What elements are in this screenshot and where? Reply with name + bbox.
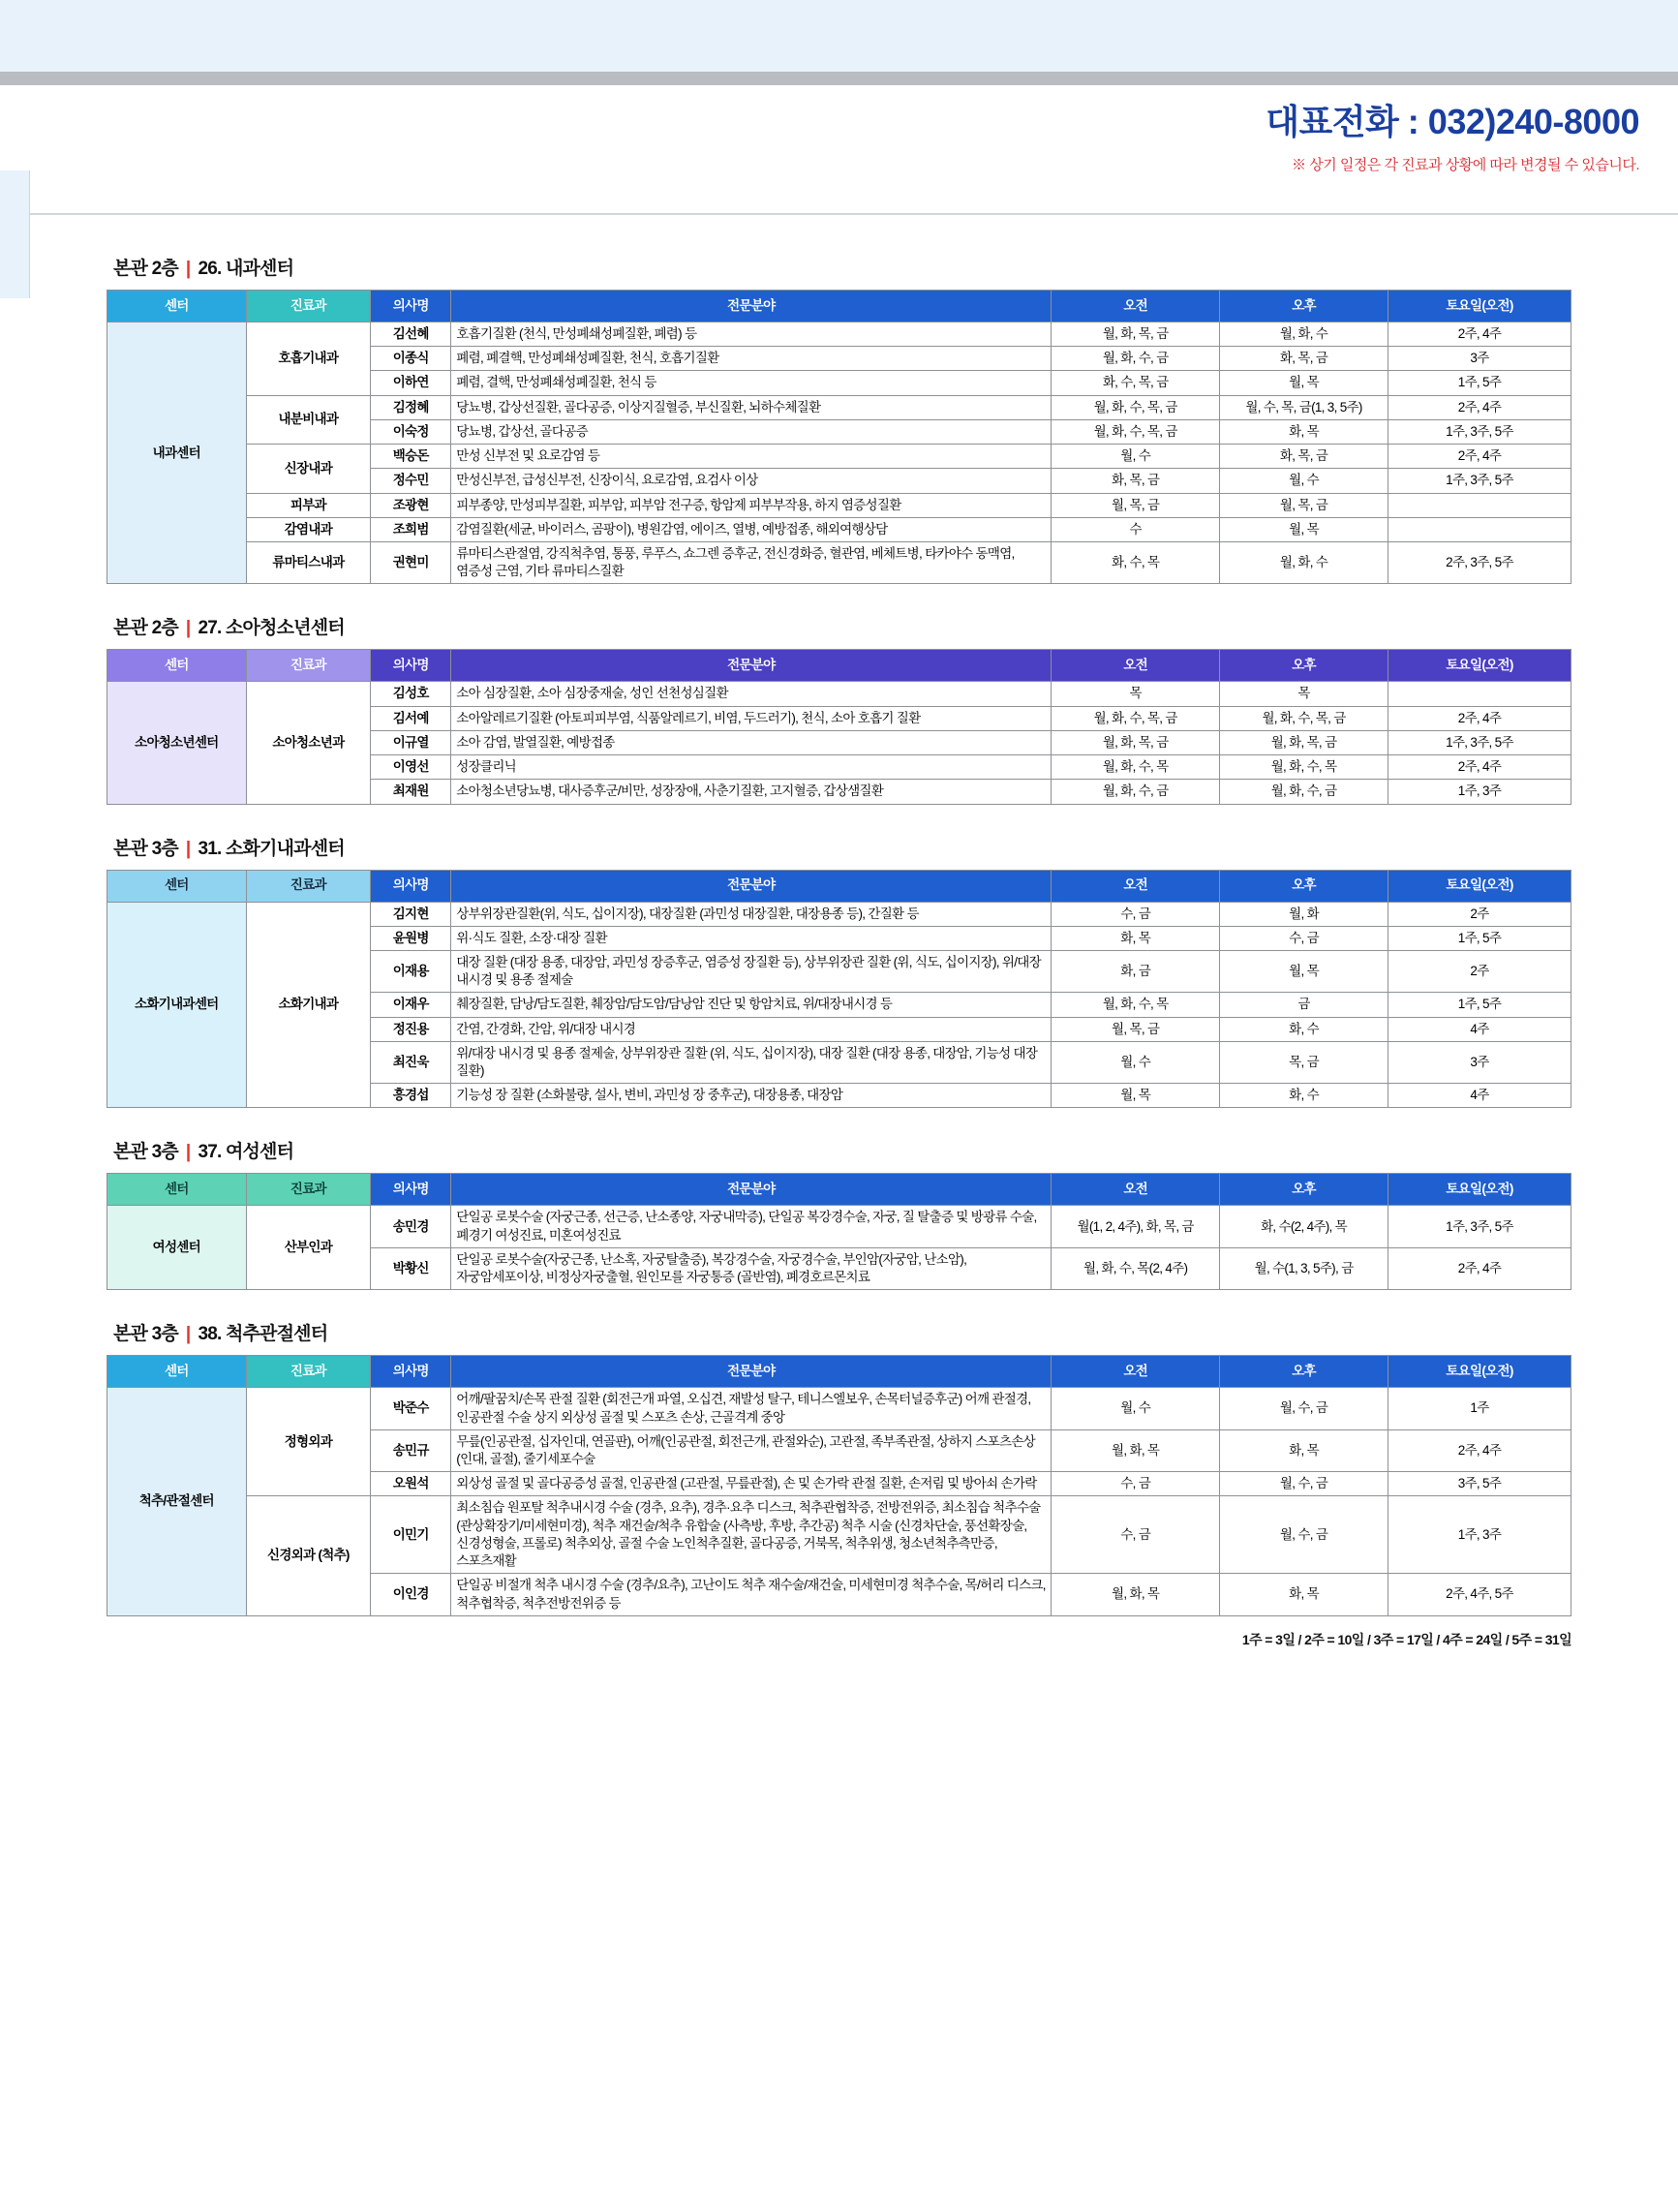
- specialty-cell: 상부위장관질환(위, 식도, 십이지장), 대장질환 (과민성 대장질환, 대장용종 등), 간질환 등: [451, 902, 1052, 926]
- schedule-table: [107, 649, 1571, 804]
- doctor-name-cell: 이하연: [371, 371, 451, 395]
- table-row: [107, 517, 1571, 541]
- saturday-schedule-cell: 2주, 4주: [1388, 395, 1571, 419]
- saturday-schedule-cell: 2주: [1388, 902, 1571, 926]
- column-header: 오후: [1220, 291, 1388, 323]
- doctor-name-cell: 박황신: [371, 1247, 451, 1289]
- column-header: 오전: [1052, 650, 1220, 682]
- department-cell: 정형외과: [246, 1388, 371, 1496]
- afternoon-schedule-cell: 화, 목: [1220, 1429, 1388, 1471]
- saturday-schedule-cell: 4주: [1388, 1084, 1571, 1108]
- morning-schedule-cell: 월, 수: [1052, 445, 1220, 469]
- afternoon-schedule-cell: 월, 화, 수: [1220, 323, 1388, 347]
- schedule-table: [107, 1173, 1571, 1290]
- doctor-name-cell: 김선혜: [371, 323, 451, 347]
- column-header: 토요일(오전): [1388, 650, 1571, 682]
- column-header: 오후: [1220, 1174, 1388, 1206]
- doctor-name-cell: 이종식: [371, 347, 451, 371]
- column-header: 토요일(오전): [1388, 870, 1571, 902]
- doctor-name-cell: 윤원병: [371, 926, 451, 950]
- morning-schedule-cell: 목: [1052, 682, 1220, 706]
- column-header: 오후: [1220, 650, 1388, 682]
- column-header: 진료과: [246, 1356, 371, 1388]
- column-header: 진료과: [246, 1174, 371, 1206]
- section-floor: 본관 2층: [113, 259, 178, 279]
- week-legend-footnote: 1주 = 3일 / 2주 = 10일 / 3주 = 17일 / 4주 = 24일 / 5주 = 31일: [1241, 1631, 1571, 1647]
- specialty-cell: 감염질환(세균, 바이러스, 곰팡이), 병원감염, 에이즈, 열병, 예방접종, 해외여행상담: [451, 517, 1052, 541]
- section-title-separator: |: [185, 618, 191, 639]
- saturday-schedule-cell: 2주, 4주: [1388, 445, 1571, 469]
- specialty-cell: 단일공 로봇수술 (자궁근종, 선근증, 난소종양, 자궁내막증), 단일공 복강경수술, 자궁, 질 탈출증 및 방광류 수술, 폐경기 여성진료, 미혼여성진료: [451, 1206, 1052, 1247]
- afternoon-schedule-cell: 월, 화, 수, 목, 금: [1220, 706, 1388, 730]
- section-name: 27. 소아청소년센터: [198, 618, 345, 639]
- afternoon-schedule-cell: 화, 목, 금: [1220, 347, 1388, 371]
- department-cell: 신경외과 (척추): [246, 1496, 371, 1615]
- specialty-cell: 피부종양, 만성피부질환, 피부암, 피부암 전구증, 항암제 피부부작용, 하지 염증성질환: [451, 493, 1052, 517]
- doctor-name-cell: 이영선: [371, 755, 451, 780]
- column-header: 의사명: [371, 650, 451, 682]
- column-header: 오전: [1052, 870, 1220, 902]
- doctor-name-cell: 송민규: [371, 1429, 451, 1471]
- doctor-name-cell: 권현미: [371, 541, 451, 583]
- column-header: 센터: [107, 650, 247, 682]
- doctor-name-cell: 김성호: [371, 682, 451, 706]
- specialty-cell: 소아청소년당뇨병, 대사증후군/비만, 성장장애, 사춘기질환, 고지혈증, 갑상샘질환: [451, 780, 1052, 804]
- department-cell: 류마티스내과: [246, 541, 371, 583]
- morning-schedule-cell: 월, 화, 수, 목, 금: [1052, 419, 1220, 444]
- afternoon-schedule-cell: 화, 수: [1220, 1017, 1388, 1041]
- morning-schedule-cell: 수, 금: [1052, 902, 1220, 926]
- column-header: 의사명: [371, 1356, 451, 1388]
- column-header: 전문분야: [451, 1356, 1052, 1388]
- center-name-cell: 여성센터: [107, 1206, 247, 1290]
- table-header-row: [107, 870, 1571, 902]
- table-header-row: [107, 1356, 1571, 1388]
- specialty-cell: 호흡기질환 (천식, 만성폐쇄성폐질환, 폐렴) 등: [451, 323, 1052, 347]
- table-row: [107, 1496, 1571, 1574]
- doctor-name-cell: 흥경섭: [371, 1084, 451, 1108]
- column-header: 센터: [107, 1356, 247, 1388]
- doctor-name-cell: 이숙정: [371, 419, 451, 444]
- column-header: 진료과: [246, 650, 371, 682]
- afternoon-schedule-cell: 금: [1220, 993, 1388, 1017]
- section-title: [113, 1319, 1571, 1345]
- section-floor: 본관 3층: [113, 1142, 178, 1163]
- specialty-cell: 폐렴, 결핵, 만성폐쇄성폐질환, 천식 등: [451, 371, 1052, 395]
- doctor-name-cell: 송민경: [371, 1206, 451, 1247]
- section-title: [113, 254, 1571, 280]
- column-header: 센터: [107, 291, 247, 323]
- morning-schedule-cell: 수, 금: [1052, 1496, 1220, 1574]
- section-title-separator: |: [185, 1142, 191, 1163]
- center-name-cell: 소아청소년센터: [107, 682, 247, 804]
- morning-schedule-cell: 월, 수: [1052, 1041, 1220, 1083]
- saturday-schedule-cell: 2주, 4주: [1388, 706, 1571, 730]
- morning-schedule-cell: 화, 목, 금: [1052, 469, 1220, 493]
- section-floor: 본관 3층: [113, 1324, 178, 1345]
- doctor-name-cell: 오원석: [371, 1472, 451, 1496]
- saturday-schedule-cell: 2주, 4주: [1388, 323, 1571, 347]
- column-header: 오전: [1052, 1174, 1220, 1206]
- morning-schedule-cell: 수, 금: [1052, 1472, 1220, 1496]
- specialty-cell: 류마티스관절염, 강직척추염, 통풍, 루푸스, 쇼그렌 증후군, 전신경화증, 혈관염, 베체트병, 타카야수 동맥염, 염증성 근염, 기타 류마티스질환: [451, 541, 1052, 583]
- morning-schedule-cell: 월, 목, 금: [1052, 493, 1220, 517]
- column-header: 토요일(오전): [1388, 1356, 1571, 1388]
- specialty-cell: 단일공 비절개 척추 내시경 수술 (경추/요추), 고난이도 척추 재수술/재건술, 미세현미경 척추수술, 목/허리 디스크, 척추협착증, 척추전방전위증 등: [451, 1574, 1052, 1615]
- center-name-cell: 내과센터: [107, 323, 247, 584]
- morning-schedule-cell: 월, 화, 수, 목(2, 4주): [1052, 1247, 1220, 1289]
- bottom-spacer: [107, 1649, 1571, 1688]
- specialty-cell: 만성신부전, 급성신부전, 신장이식, 요로감염, 요검사 이상: [451, 469, 1052, 493]
- table-row: [107, 902, 1571, 926]
- header-contact-block: [1266, 95, 1639, 174]
- saturday-schedule-cell: 4주: [1388, 1017, 1571, 1041]
- specialty-cell: 기능성 장 질환 (소화불량, 설사, 변비, 과민성 장 중후군), 대장용종, 대장암: [451, 1084, 1052, 1108]
- specialty-cell: 췌장질환, 담낭/담도질환, 췌장암/담도암/담낭암 진단 및 항암치료, 위/대장내시경 등: [451, 993, 1052, 1017]
- section-title-separator: |: [185, 838, 191, 859]
- afternoon-schedule-cell: 월, 목: [1220, 950, 1388, 992]
- morning-schedule-cell: 월, 화, 목, 금: [1052, 730, 1220, 754]
- section-name: 37. 여성센터: [198, 1142, 294, 1163]
- afternoon-schedule-cell: 월, 목: [1220, 517, 1388, 541]
- schedule-content: [0, 225, 1678, 1688]
- doctor-name-cell: 조희범: [371, 517, 451, 541]
- schedule-change-notice: ※ 상기 일정은 각 진료과 상황에 따라 변경될 수 있습니다.: [1292, 157, 1639, 173]
- specialty-cell: 단일공 로봇수술(자궁근종, 난소혹, 자궁탈출증), 복강경수술, 자궁경수술, 부인암(자궁암, 난소암), 자궁암세포이상, 비정상자궁출혈, 원인모를 자궁통증 (골반염), 폐경호르몬치료: [451, 1247, 1052, 1289]
- specialty-cell: 소아 감염, 발열질환, 예방접종: [451, 730, 1052, 754]
- morning-schedule-cell: 월, 화, 수, 금: [1052, 780, 1220, 804]
- doctor-name-cell: 최진욱: [371, 1041, 451, 1083]
- page-header: [0, 85, 1678, 215]
- saturday-schedule-cell: 1주, 3주, 5주: [1388, 469, 1571, 493]
- department-cell: 내분비내과: [246, 395, 371, 444]
- column-header: 오후: [1220, 1356, 1388, 1388]
- doctor-name-cell: 이재용: [371, 950, 451, 992]
- section-name: 26. 내과센터: [198, 259, 294, 279]
- morning-schedule-cell: 수: [1052, 517, 1220, 541]
- saturday-schedule-cell: 3주: [1388, 1041, 1571, 1083]
- saturday-schedule-cell: 2주, 4주, 5주: [1388, 1574, 1571, 1615]
- column-header: 전문분야: [451, 291, 1052, 323]
- section-name: 38. 척추관절센터: [198, 1324, 328, 1345]
- department-cell: 소아청소년과: [246, 682, 371, 804]
- column-header: 의사명: [371, 291, 451, 323]
- saturday-schedule-cell: 1주, 5주: [1388, 371, 1571, 395]
- saturday-schedule-cell: 2주, 4주: [1388, 1247, 1571, 1289]
- afternoon-schedule-cell: 화, 목: [1220, 419, 1388, 444]
- morning-schedule-cell: 월, 화, 수, 목, 금: [1052, 706, 1220, 730]
- column-header: 전문분야: [451, 650, 1052, 682]
- saturday-schedule-cell: 3주: [1388, 347, 1571, 371]
- saturday-schedule-cell: 1주: [1388, 1388, 1571, 1429]
- specialty-cell: 소아알레르기질환 (아토피피부염, 식품알레르기, 비염, 두드러기), 천식, 소아 호흡기 질환: [451, 706, 1052, 730]
- specialty-cell: 위/대장 내시경 및 용종 절제술, 상부위장관 질환 (위, 식도, 십이지장), 대장 질환 (대장 용종, 대장암, 기능성 대장 질환): [451, 1041, 1052, 1083]
- afternoon-schedule-cell: 화, 수(2, 4주), 목: [1220, 1206, 1388, 1247]
- morning-schedule-cell: 화, 수, 목: [1052, 541, 1220, 583]
- table-header-row: [107, 291, 1571, 323]
- table-row: [107, 395, 1571, 419]
- saturday-schedule-cell: 1주, 3주, 5주: [1388, 419, 1571, 444]
- section-floor: 본관 3층: [113, 838, 178, 859]
- morning-schedule-cell: 월(1, 2, 4주), 화, 목, 금: [1052, 1206, 1220, 1247]
- department-cell: 호흡기내과: [246, 323, 371, 396]
- morning-schedule-cell: 월, 화, 수, 목: [1052, 755, 1220, 780]
- afternoon-schedule-cell: 수, 금: [1220, 926, 1388, 950]
- morning-schedule-cell: 화, 목: [1052, 926, 1220, 950]
- table-row: [107, 1206, 1571, 1247]
- department-cell: 산부인과: [246, 1206, 371, 1290]
- section-title: [113, 834, 1571, 860]
- morning-schedule-cell: 월, 화, 목, 금: [1052, 323, 1220, 347]
- section-title-separator: |: [185, 259, 191, 279]
- morning-schedule-cell: 월, 목: [1052, 1084, 1220, 1108]
- doctor-name-cell: 조광현: [371, 493, 451, 517]
- saturday-schedule-cell: 2주, 4주: [1388, 1429, 1571, 1471]
- section-title: [113, 1137, 1571, 1163]
- morning-schedule-cell: 월, 화, 목: [1052, 1429, 1220, 1471]
- afternoon-schedule-cell: 월, 화, 수, 금: [1220, 780, 1388, 804]
- department-cell: 소화기내과: [246, 902, 371, 1108]
- saturday-schedule-cell: 1주, 5주: [1388, 926, 1571, 950]
- specialty-cell: 소아 심장질환, 소아 심장중재술, 성인 선천성심질환: [451, 682, 1052, 706]
- schedule-table: [107, 290, 1571, 584]
- saturday-schedule-cell: 1주, 3주, 5주: [1388, 730, 1571, 754]
- saturday-schedule-cell: 3주, 5주: [1388, 1472, 1571, 1496]
- table-row: [107, 323, 1571, 347]
- saturday-schedule-cell: 1주, 3주, 5주: [1388, 1206, 1571, 1247]
- table-row: [107, 682, 1571, 706]
- column-header: 센터: [107, 1174, 247, 1206]
- doctor-name-cell: 이인경: [371, 1574, 451, 1615]
- saturday-schedule-cell: 1주, 3주: [1388, 1496, 1571, 1574]
- afternoon-schedule-cell: 화, 목: [1220, 1574, 1388, 1615]
- center-name-cell: 척추/관절센터: [107, 1388, 247, 1615]
- table-row: [107, 541, 1571, 583]
- afternoon-schedule-cell: 월, 화, 수: [1220, 541, 1388, 583]
- table-row: [107, 493, 1571, 517]
- column-header: 토요일(오전): [1388, 291, 1571, 323]
- doctor-name-cell: 백승돈: [371, 445, 451, 469]
- section-floor: 본관 2층: [113, 618, 178, 639]
- afternoon-schedule-cell: 월, 수(1, 3, 5주), 금: [1220, 1247, 1388, 1289]
- specialty-cell: 당뇨병, 갑상선질환, 골다공증, 이상지질혈증, 부신질환, 뇌하수체질환: [451, 395, 1052, 419]
- specialty-cell: 외상성 골절 및 골다공증성 골절, 인공관절 (고관절, 무릎관절), 손 및 손가락 관절 질환, 손저림 및 방아쇠 손가락: [451, 1472, 1052, 1496]
- afternoon-schedule-cell: 월, 화, 목, 금: [1220, 730, 1388, 754]
- doctor-name-cell: 김정혜: [371, 395, 451, 419]
- doctor-name-cell: 이재우: [371, 993, 451, 1017]
- column-header: 오전: [1052, 291, 1220, 323]
- table-row: [107, 445, 1571, 469]
- specialty-cell: 간염, 간경화, 간암, 위/대장 내시경: [451, 1017, 1052, 1041]
- department-cell: 감염내과: [246, 517, 371, 541]
- table-header-row: [107, 1174, 1571, 1206]
- center-name-cell: 소화기내과센터: [107, 902, 247, 1108]
- top-decor-band: [0, 0, 1678, 85]
- column-header: 진료과: [246, 870, 371, 902]
- table-header-row: [107, 650, 1571, 682]
- specialty-cell: 만성 신부전 및 요로감염 등: [451, 445, 1052, 469]
- specialty-cell: 어깨/팔꿈치/손목 관절 질환 (회전근개 파열, 오십견, 재발성 탈구, 테니스엘보우, 손목터널증후군) 어깨 관절경, 인공관절 수술 상지 외상성 골절 및 스포츠 손상, 근골격계 중앙: [451, 1388, 1052, 1429]
- column-header: 오전: [1052, 1356, 1220, 1388]
- afternoon-schedule-cell: 월, 목, 금: [1220, 493, 1388, 517]
- doctor-name-cell: 이규열: [371, 730, 451, 754]
- column-header: 센터: [107, 870, 247, 902]
- column-header: 토요일(오전): [1388, 1174, 1571, 1206]
- schedule-table: [107, 1355, 1571, 1615]
- morning-schedule-cell: 월, 화, 수, 목: [1052, 993, 1220, 1017]
- representative-phone: 대표전화 : 032)240-8000: [1266, 102, 1639, 141]
- specialty-cell: 성장클리닉: [451, 755, 1052, 780]
- saturday-schedule-cell: [1388, 682, 1571, 706]
- specialty-cell: 위·식도 질환, 소장·대장 질환: [451, 926, 1052, 950]
- saturday-schedule-cell: 2주, 3주, 5주: [1388, 541, 1571, 583]
- morning-schedule-cell: 월, 수: [1052, 1388, 1220, 1429]
- column-header: 의사명: [371, 870, 451, 902]
- morning-schedule-cell: 월, 화, 목: [1052, 1574, 1220, 1615]
- morning-schedule-cell: 화, 금: [1052, 950, 1220, 992]
- specialty-cell: 무릎(인공관절, 십자인대, 연골판), 어깨(인공관절, 회전근개, 관절와순), 고관절, 족부족관절, 상하지 스포츠손상(인대, 골절), 줄기세포수술: [451, 1429, 1052, 1471]
- morning-schedule-cell: 월, 화, 수, 금: [1052, 347, 1220, 371]
- table-row: [107, 1388, 1571, 1429]
- saturday-schedule-cell: [1388, 517, 1571, 541]
- saturday-schedule-cell: 1주, 3주: [1388, 780, 1571, 804]
- column-header: 의사명: [371, 1174, 451, 1206]
- afternoon-schedule-cell: 월, 화, 수, 목: [1220, 755, 1388, 780]
- section-name: 31. 소화기내과센터: [198, 838, 345, 859]
- afternoon-schedule-cell: 월, 목: [1220, 371, 1388, 395]
- doctor-name-cell: 정수민: [371, 469, 451, 493]
- doctor-name-cell: 김서예: [371, 706, 451, 730]
- saturday-schedule-cell: [1388, 493, 1571, 517]
- schedule-table: [107, 870, 1571, 1109]
- department-cell: 피부과: [246, 493, 371, 517]
- afternoon-schedule-cell: 목: [1220, 682, 1388, 706]
- grey-divider-bar: [0, 72, 1678, 85]
- afternoon-schedule-cell: 화, 수: [1220, 1084, 1388, 1108]
- afternoon-schedule-cell: 월, 화: [1220, 902, 1388, 926]
- afternoon-schedule-cell: 월, 수, 금: [1220, 1388, 1388, 1429]
- afternoon-schedule-cell: 월, 수, 금: [1220, 1472, 1388, 1496]
- section-title: [113, 613, 1571, 639]
- column-header: 오후: [1220, 870, 1388, 902]
- specialty-cell: 대장 질환 (대장 용종, 대장암, 과민성 장증후군, 염증성 장질환 등), 상부위장관 질환 (위, 식도, 십이지장), 위/대장 내시경 및 용종 절제술: [451, 950, 1052, 992]
- doctor-name-cell: 박준수: [371, 1388, 451, 1429]
- saturday-schedule-cell: 1주, 5주: [1388, 993, 1571, 1017]
- afternoon-schedule-cell: 월, 수, 목, 금(1, 3, 5주): [1220, 395, 1388, 419]
- section-title-separator: |: [185, 1324, 191, 1345]
- specialty-cell: 폐렴, 폐결핵, 만성폐쇄성폐질환, 천식, 호흡기질환: [451, 347, 1052, 371]
- specialty-cell: 당뇨병, 갑상선, 골다공증: [451, 419, 1052, 444]
- afternoon-schedule-cell: 목, 금: [1220, 1041, 1388, 1083]
- specialty-cell: 최소침습 원포탈 척추내시경 수술 (경추, 요추), 경추·요추 디스크, 척추관협착증, 전방전위증, 최소침습 척추수술 (관상확장기/미세현미경), 척추 재건술/척추 유합술 (사측방, 후방, 추간공) 척추 시술 (신경차단술, 풍선확장술, 신경성형술, 프롤로) 척추외상, 골절 수술 노인척추질환, 골다공증, 거북목, 척추위생, 청소년척추측만증, 스포츠재활: [451, 1496, 1052, 1574]
- afternoon-schedule-cell: 월, 수, 금: [1220, 1496, 1388, 1574]
- doctor-name-cell: 이민기: [371, 1496, 451, 1574]
- doctor-name-cell: 최재원: [371, 780, 451, 804]
- column-header: 전문분야: [451, 870, 1052, 902]
- morning-schedule-cell: 화, 수, 목, 금: [1052, 371, 1220, 395]
- saturday-schedule-cell: 2주, 4주: [1388, 755, 1571, 780]
- doctor-name-cell: 김지현: [371, 902, 451, 926]
- afternoon-schedule-cell: 월, 수: [1220, 469, 1388, 493]
- column-header: 전문분야: [451, 1174, 1052, 1206]
- morning-schedule-cell: 월, 화, 수, 목, 금: [1052, 395, 1220, 419]
- saturday-schedule-cell: 2주: [1388, 950, 1571, 992]
- afternoon-schedule-cell: 화, 목, 금: [1220, 445, 1388, 469]
- department-cell: 신장내과: [246, 445, 371, 493]
- morning-schedule-cell: 월, 목, 금: [1052, 1017, 1220, 1041]
- column-header: 진료과: [246, 291, 371, 323]
- doctor-name-cell: 정진용: [371, 1017, 451, 1041]
